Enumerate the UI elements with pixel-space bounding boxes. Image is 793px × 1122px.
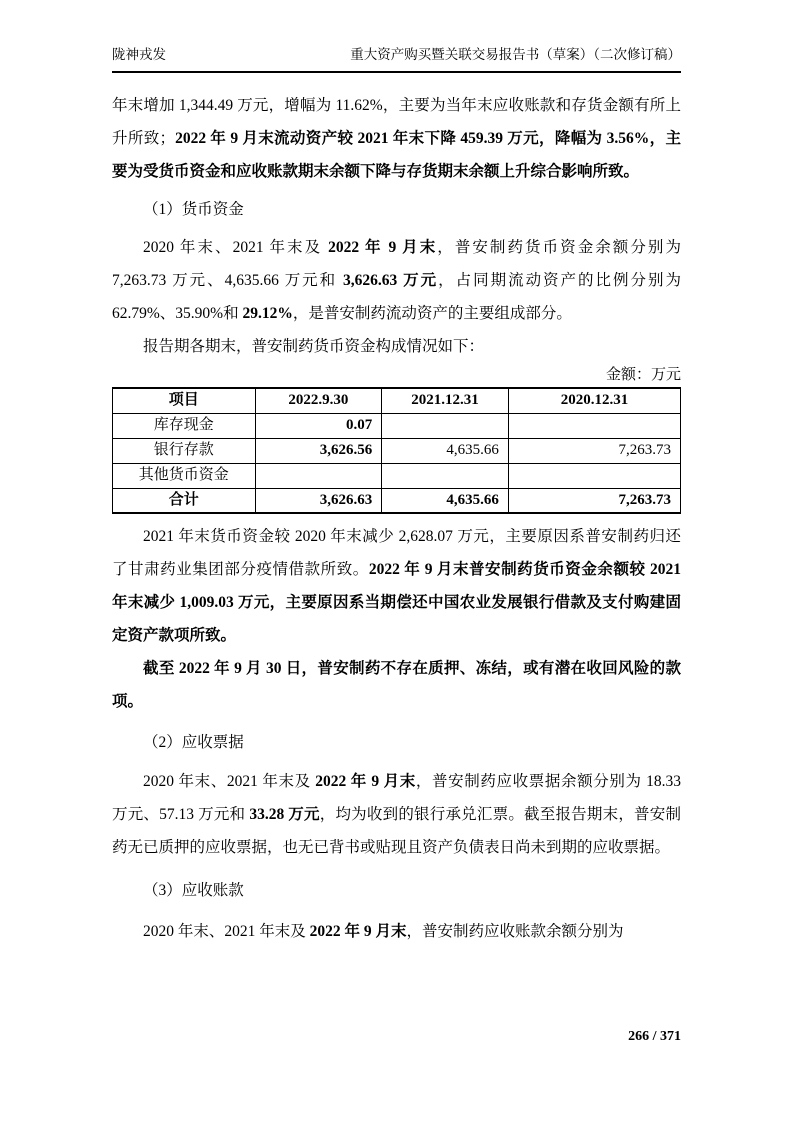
table-row-total	[113, 488, 681, 513]
column-header-2020: 2020.12.31	[508, 388, 680, 413]
table-row-bank-deposits	[113, 438, 681, 463]
cell-value-2021	[382, 413, 509, 438]
text-segment-emphasis: 2022 年 9 月末	[328, 239, 438, 256]
text-segment-emphasis: 33.28 万元	[249, 806, 320, 823]
paragraph-funds-change	[112, 520, 681, 652]
header-company-name: 陇神戎发	[112, 47, 166, 62]
section-heading-monetary-funds: （1）货币资金	[143, 201, 244, 218]
table-unit-label: 金额：万元	[605, 367, 681, 383]
table-row-cash-on-hand	[113, 413, 681, 438]
paragraph-notes-receivable-overview	[112, 765, 681, 864]
text-segment: ，普安制药应收账款余额分别为	[406, 923, 624, 940]
section-heading-accounts-receivable: （3）应收账款	[143, 882, 244, 899]
page-header	[112, 0, 681, 73]
text-segment: 2021 年末货币资金较 2020 年末减少 2,628.07 万元，主要原因系普安制药归还了甘肃药业集团部分疫情借款所致。	[112, 528, 681, 578]
page-number: 266 / 371	[628, 1029, 681, 1044]
cell-value-2022: 3,626.63	[255, 488, 382, 513]
text-segment: 2020 年末、2021 年末及	[143, 773, 316, 790]
paragraph-accounts-receivable-overview	[112, 915, 681, 948]
cell-item: 银行存款	[113, 438, 256, 463]
text-segment: ，普安制药货币资金余额分别为 7,263.73 万元、4,635.66 万元和	[112, 239, 681, 289]
header-report-title: 重大资产购买暨关联交易报告书（草案）（二次修订稿）	[350, 47, 681, 62]
text-segment: ，均为收到的银行承兑汇票。截至报告期末，普安制药无已质押的应收票据，也无已背书或贴现且资产负债表日尚未到期的应收票据。	[112, 806, 681, 856]
paragraph-monetary-funds-overview	[112, 231, 681, 330]
cell-value-2021: 4,635.66	[382, 438, 509, 463]
text-segment: 2020 年末、2021 年末及	[143, 239, 329, 256]
cell-value-2022: 3,626.56	[255, 438, 382, 463]
table-row-other-monetary-funds	[113, 463, 681, 488]
column-header-2021: 2021.12.31	[382, 388, 509, 413]
text-segment: 2020 年末、2021 年末及	[143, 923, 310, 940]
text-segment-emphasis: 2022 年 9 月末	[315, 773, 416, 790]
text-segment-emphasis: 3,626.63 万元	[343, 272, 439, 289]
cell-item-total: 合计	[113, 488, 256, 513]
cell-value-2021: 4,635.66	[382, 488, 509, 513]
cell-value-2022: 0.07	[255, 413, 382, 438]
paragraph-carryover	[112, 89, 681, 188]
table-header-row	[113, 388, 681, 413]
cell-value-2020: 7,263.73	[508, 488, 680, 513]
column-header-2022: 2022.9.30	[255, 388, 382, 413]
text-segment-emphasis: 2022 年 9 月末普安制药货币资金余额较 2021 年末减少 1,009.03 万元，主要原因系当期偿还中国农业发展银行借款及支付购建固定资产款项所致。	[112, 561, 681, 644]
monetary-funds-table	[112, 387, 681, 514]
text-segment-emphasis: 29.12%	[242, 305, 293, 322]
cell-item: 其他货币资金	[113, 463, 256, 488]
cell-value-2022	[255, 463, 382, 488]
text-segment: 年末增加 1,344.49 万元，增幅为 11.62%，主要为当年末应收账款和存货金额有所上升所致；	[112, 97, 681, 147]
text-segment-emphasis: 2022 年 9 月末流动资产较 2021 年末下降 459.39 万元，降幅为 3.56%，主要为受货币资金和应收账款期末余额下降与存货期末余额上升综合影响所致。	[112, 130, 681, 180]
cell-value-2021	[382, 463, 509, 488]
cell-value-2020	[508, 413, 680, 438]
section-heading-notes-receivable: （2）应收票据	[143, 734, 244, 751]
text-segment: ，普安制药应收票据余额分别为 18.33 万元、57.13 万元和	[112, 773, 681, 823]
paragraph-table-intro: 报告期各期末，普安制药货币资金构成情况如下：	[143, 338, 485, 355]
column-header-item: 项目	[113, 388, 256, 413]
text-segment: ，是普安制药流动资产的主要组成部分。	[292, 305, 572, 322]
text-segment: ，占同期流动资产的比例分别为 62.79%、35.90%和	[112, 272, 681, 322]
cell-item: 库存现金	[113, 413, 256, 438]
document-body	[112, 73, 681, 948]
paragraph-no-pledge-statement: 截至 2022 年 9 月 30 日，普安制药不存在质押、冻结，或有潜在收回风险的款项。	[112, 660, 681, 710]
text-segment-emphasis: 2022 年 9 月末	[309, 923, 407, 940]
cell-value-2020	[508, 463, 680, 488]
cell-value-2020: 7,263.73	[508, 438, 680, 463]
